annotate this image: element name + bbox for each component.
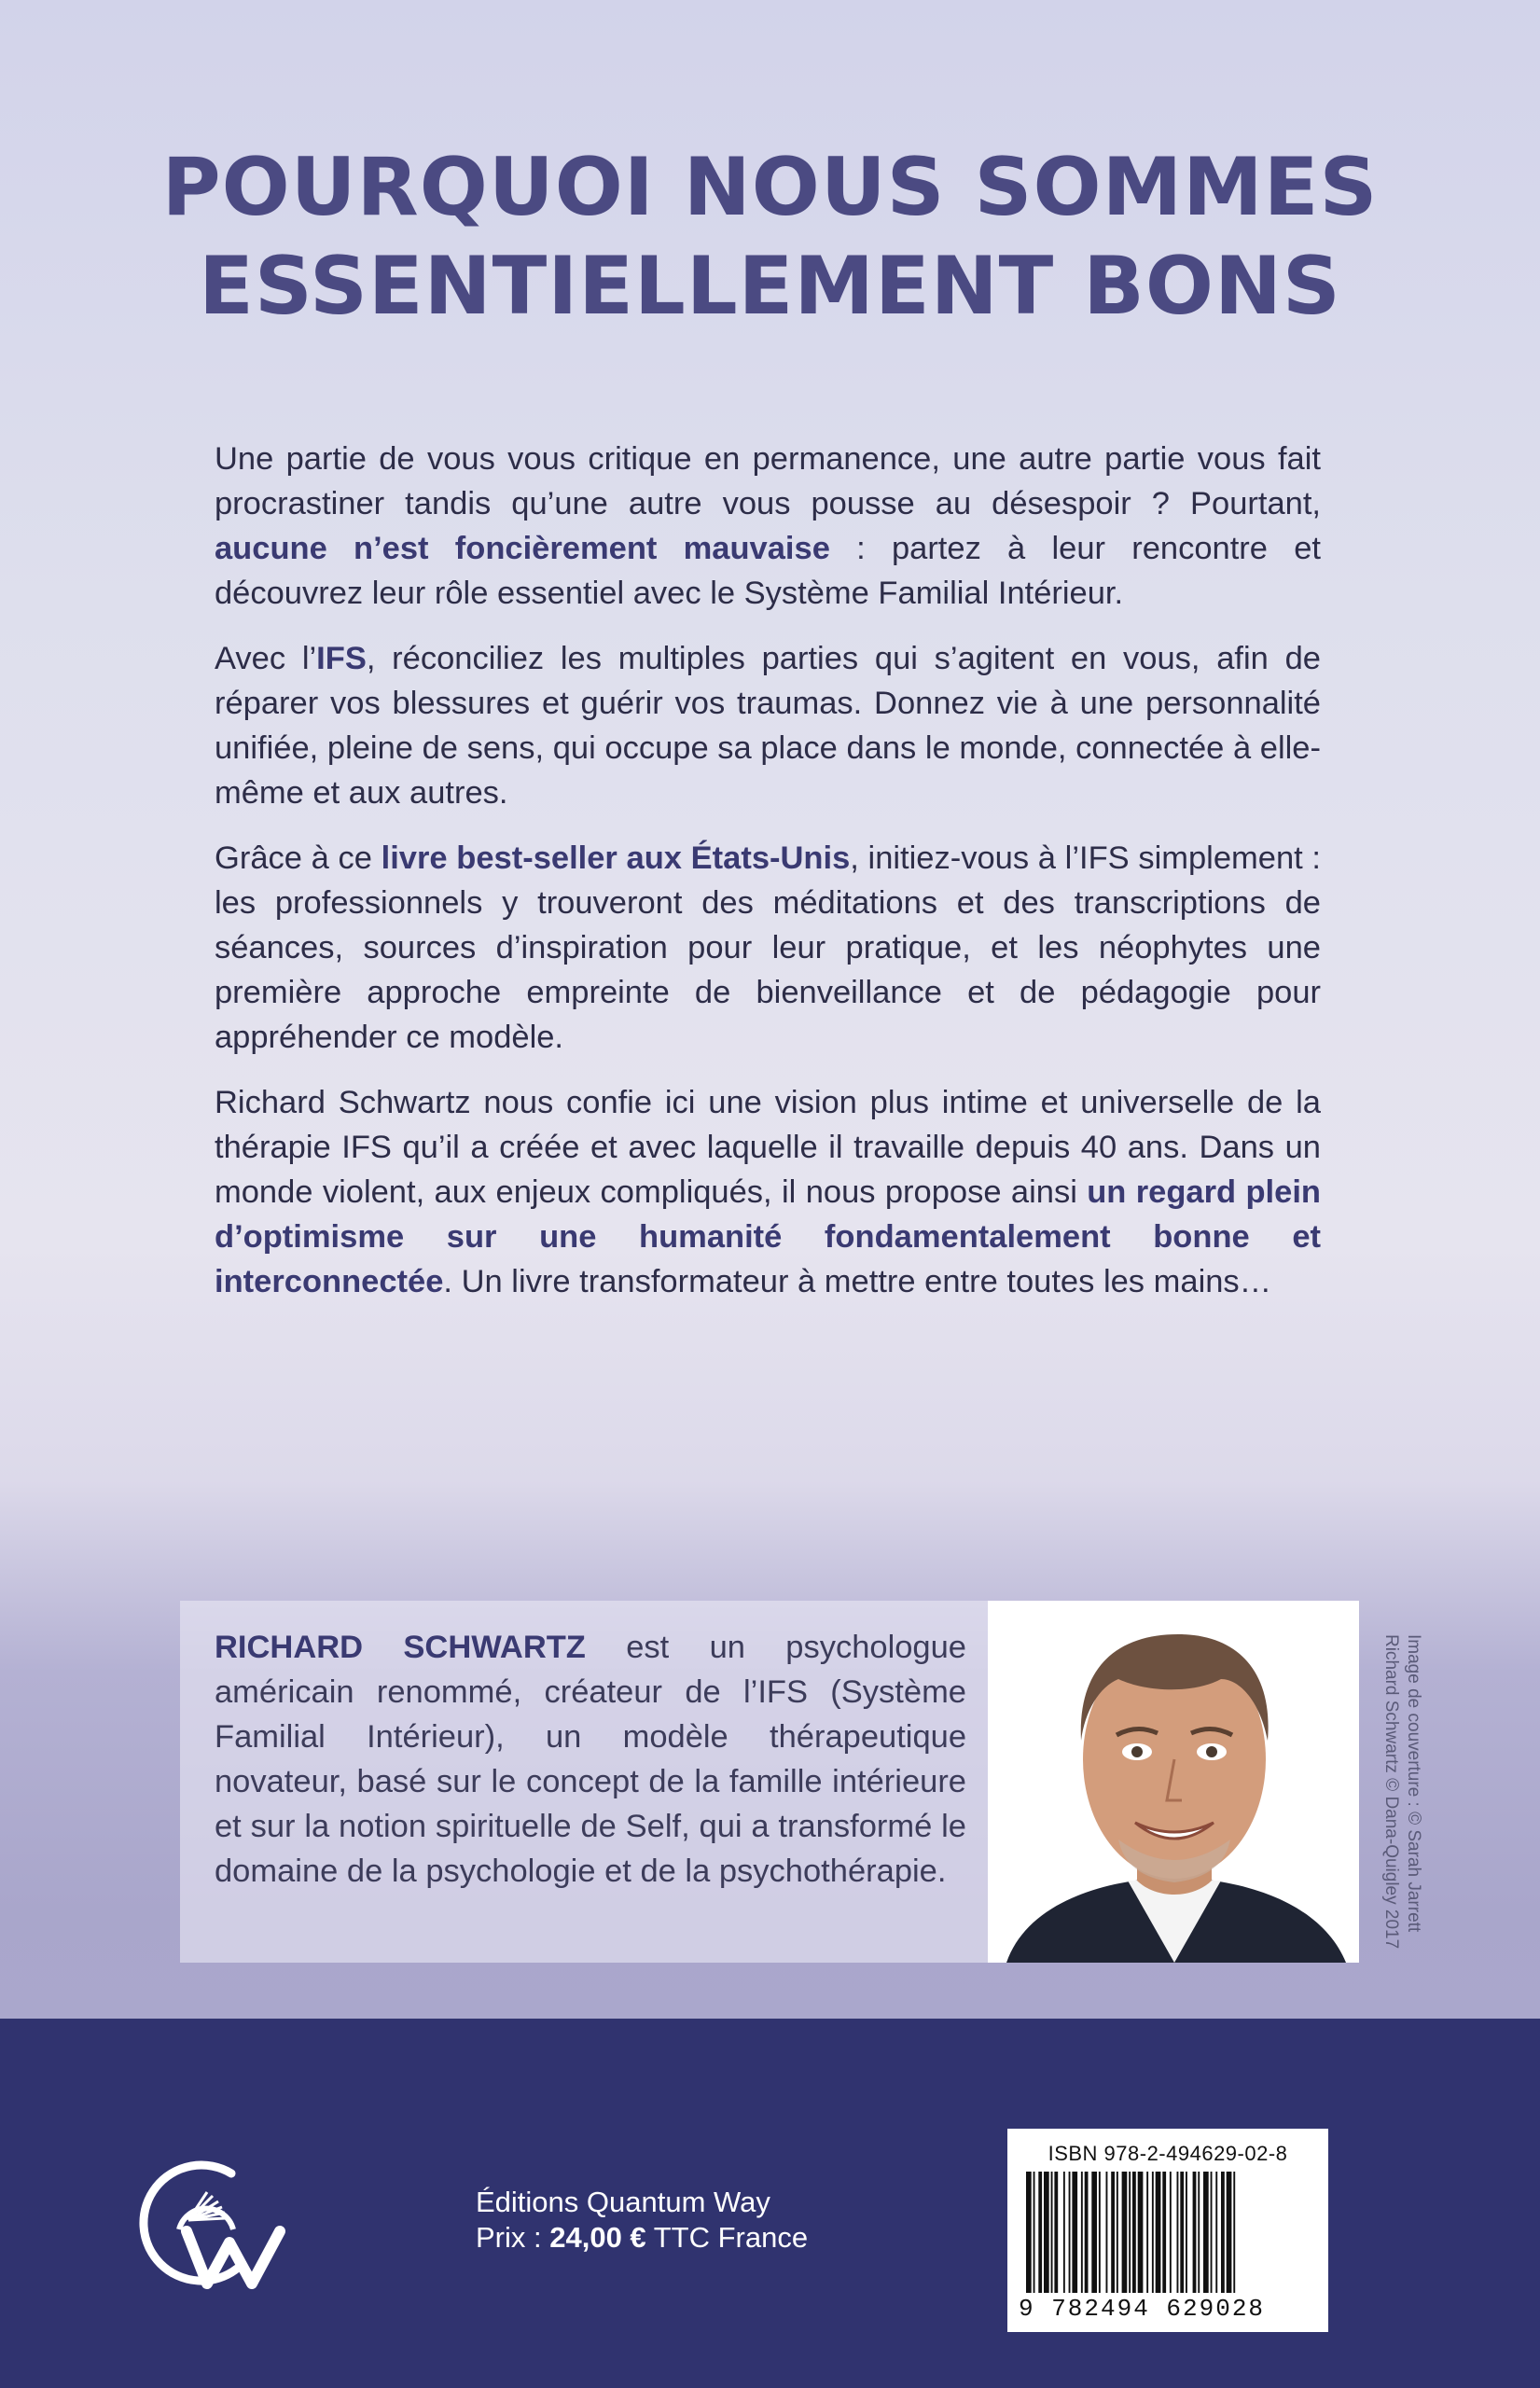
barcode-bar — [1227, 2172, 1232, 2293]
blurb-paragraph-1 — [215, 437, 1321, 616]
barcode-bar — [1170, 2172, 1172, 2293]
barcode-bar — [1193, 2172, 1197, 2293]
quantum-way-logo-icon — [119, 2153, 297, 2293]
barcode-bar — [1063, 2172, 1065, 2293]
barcode-bar — [1152, 2172, 1154, 2293]
barcode-bar — [1106, 2172, 1108, 2293]
barcode-bar — [1177, 2172, 1179, 2293]
barcode-bar — [1146, 2172, 1148, 2293]
blurb-emphasis: aucune n’est foncièrement mauvaise — [215, 531, 830, 566]
author-bio — [180, 1601, 988, 1963]
author-bio-body: est un psychologue américain renommé, créateur de l’IFS (Système Familial Intérieur), un modèle thérapeutique novateur, basé sur le concept de la famille intérieure et sur la notion spirituelle de Self, qui a transformé le domaine de la psychologie et de la psychothérapie. — [215, 1630, 966, 1889]
barcode-bar — [1026, 2172, 1032, 2293]
image-credits — [1379, 1634, 1435, 1970]
isbn-label: ISBN 978-2-494629-02-8 — [1047, 2142, 1288, 2165]
barcode-bar — [1069, 2172, 1071, 2293]
barcode-bar — [1034, 2172, 1035, 2293]
author-name: RICHARD SCHWARTZ — [215, 1630, 586, 1665]
author-portrait-icon — [988, 1601, 1359, 1963]
author-photo-credit: Richard Schwartz © Dana-Quigley 2017 — [1381, 1634, 1401, 1950]
barcode-bar — [1221, 2172, 1225, 2293]
barcode-bar — [1132, 2172, 1136, 2293]
barcode-bars — [1024, 2172, 1311, 2293]
price-value: 24,00 € — [549, 2221, 646, 2254]
barcode-bar — [1198, 2172, 1200, 2293]
blurb-text: : partez à leur rencontre et découvrez leur rôle essentiel avec le Système Familial Intérieur. — [215, 531, 1321, 611]
barcode-bar — [1180, 2172, 1184, 2293]
blurb-text: , réconciliez les multiples parties qui s’agitent en vous, afin de réparer vos blessures et guérir vos traumas. Donnez vie à une personnalité unifiée, pleine de sens, qui occupe sa place dans le monde, connectée à elle-même et aux autres. — [215, 641, 1321, 811]
blurb-text: . Un livre transformateur à mettre entre toutes les mains… — [443, 1264, 1272, 1299]
blurb-text: Avec l’ — [215, 641, 317, 676]
barcode-digits: 9 782494 629028 — [1019, 2295, 1266, 2323]
book-title — [0, 138, 1540, 336]
publisher-name: Éditions Quantum Way — [476, 2186, 770, 2218]
barcode — [1007, 2129, 1328, 2332]
cover-image-credit: Image de couverture : © Sarah Jarrett — [1404, 1634, 1423, 1933]
barcode-bar — [1233, 2172, 1235, 2293]
blurb-text: Une partie de vous vous critique en permanence, une autre partie vous fait procrastiner tandis qu’une autre vous pousse au désespoir ? Pourtant, — [215, 441, 1321, 521]
blurb-text: Grâce à ce — [215, 840, 382, 876]
blurb — [215, 437, 1321, 1325]
barcode-bar — [1186, 2172, 1187, 2293]
barcode-bar — [1138, 2172, 1144, 2293]
barcode-bar — [1085, 2172, 1089, 2293]
blurb-paragraph-4 — [215, 1080, 1321, 1304]
barcode-bar — [1203, 2172, 1209, 2293]
blurb-paragraph-3 — [215, 836, 1321, 1060]
barcode-bar — [1072, 2172, 1077, 2293]
barcode-bar — [1122, 2172, 1128, 2293]
barcode-bar — [1038, 2172, 1042, 2293]
barcode-bar — [1111, 2172, 1115, 2293]
publisher-info — [476, 2185, 808, 2256]
blurb-emphasis: livre best-seller aux États-Unis — [381, 840, 851, 876]
barcode-bar — [1099, 2172, 1101, 2293]
blurb-text: , initiez-vous à l’IFS simplement : les professionnels y trouveront des méditations et des transcriptions de séances, sources d’inspiration pour leur pratique, et les néophytes une première approche empreinte de bienveillance et de pédagogie pour appréhender ce modèle. — [215, 840, 1321, 1055]
blurb-paragraph-2 — [215, 636, 1321, 815]
barcode-bar — [1156, 2172, 1161, 2293]
blurb-text: Richard Schwartz nous confie ici une vision plus intime et universelle de la thérapie IFS qu’il a créée et avec laquelle il travaille depuis 40 ans. Dans un monde violent, aux enjeux compliqués, il nous propose ainsi — [215, 1085, 1321, 1210]
barcode-bar — [1117, 2172, 1118, 2293]
book-title-line-2: ESSENTIELLEMENT BONS — [199, 240, 1341, 333]
book-title-line-1: POURQUOI NOUS SOMMES — [161, 141, 1379, 234]
barcode-bar — [1081, 2172, 1083, 2293]
barcode-bar — [1129, 2172, 1131, 2293]
price-line — [476, 2220, 808, 2256]
blurb-emphasis: IFS — [316, 641, 367, 676]
barcode-bar — [1211, 2172, 1213, 2293]
price-label: Prix : — [476, 2221, 550, 2254]
barcode-bar — [1162, 2172, 1166, 2293]
price-suffix: TTC France — [645, 2221, 809, 2254]
author-bio-text — [215, 1625, 966, 1894]
blurb-emphasis: un regard plein d’optimisme sur une humanité fondamentalement bonne et interconnectée — [215, 1174, 1321, 1299]
barcode-bar — [1054, 2172, 1058, 2293]
barcode-bar — [1044, 2172, 1049, 2293]
author-photo — [988, 1601, 1359, 1963]
barcode-bar — [1215, 2172, 1217, 2293]
barcode-bar — [1051, 2172, 1053, 2293]
barcode-bar — [1091, 2172, 1097, 2293]
